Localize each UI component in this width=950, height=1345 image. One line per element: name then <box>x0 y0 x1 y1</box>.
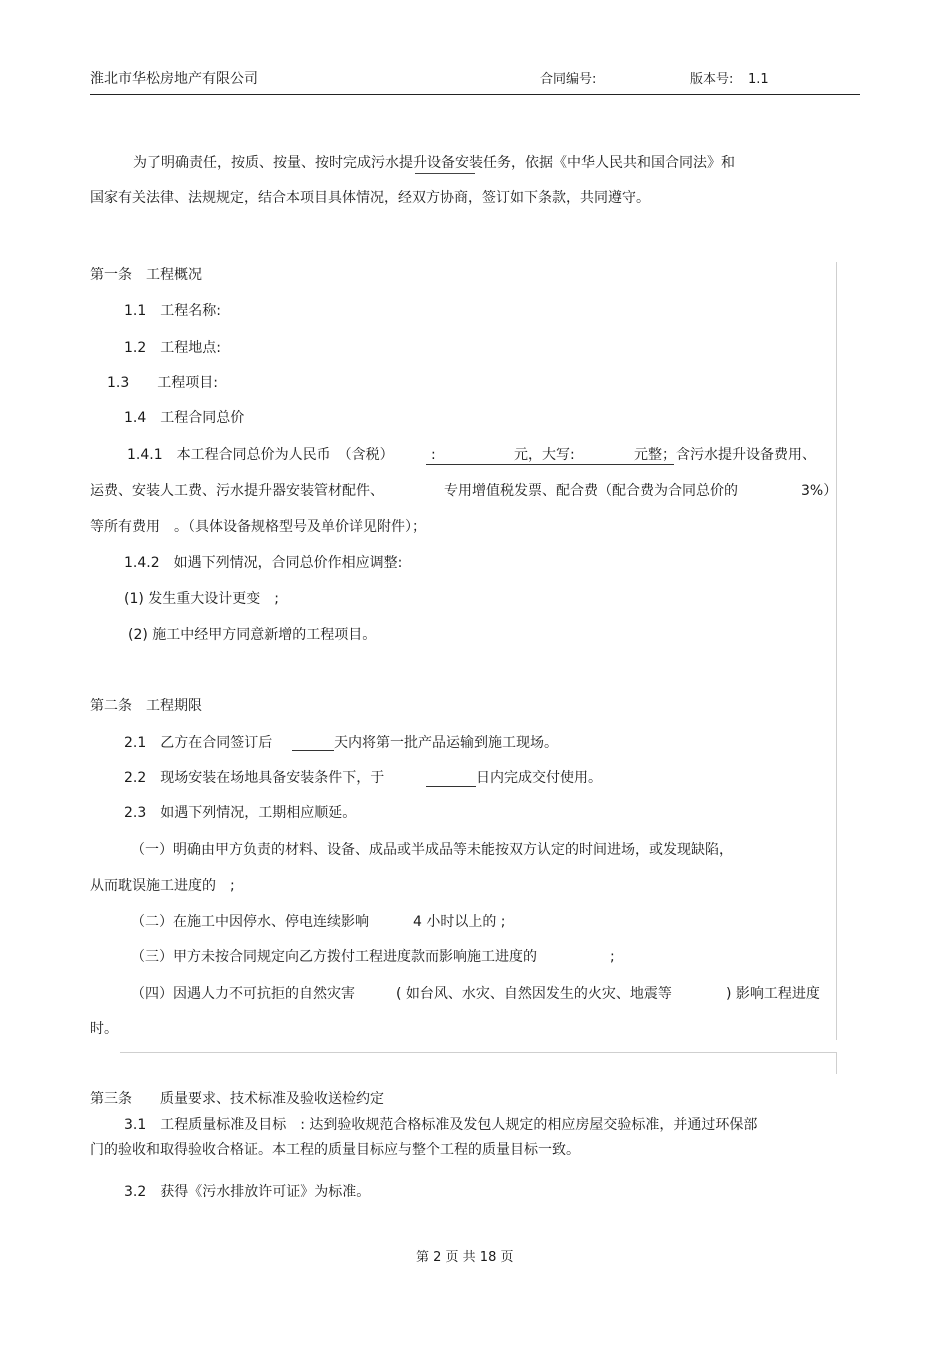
delay-case-2-a: （二）在施工中因停水、停电连续影响 <box>131 914 369 930</box>
right-margin-rule-lower <box>836 1052 837 1074</box>
version-value: 1.1 <box>748 72 769 87</box>
intro-line-2: 国家有关法律、法规规定，结合本项目具体情况，经双方协商，签订如下条款，共同遵守。 <box>90 190 650 206</box>
contract-number-label: 合同编号: <box>540 72 597 87</box>
item-2-3: 2.3 如遇下列情况，工期相应顺延。 <box>124 805 357 821</box>
delay-case-4-line2: 时。 <box>90 1021 118 1037</box>
item-2-1-a: 2.1 乙方在合同签订后 <box>124 735 273 751</box>
section-rule <box>120 1052 836 1053</box>
article-2-title: 第二条 工程期限 <box>90 698 202 714</box>
item-1-4-1-line3: 等所有费用 。（具体设备规格型号及单价详见附件）； <box>90 519 426 535</box>
total-price-blank <box>426 464 674 465</box>
condition-1: (1) 发生重大设计更变 ; <box>124 591 279 607</box>
right-margin-rule <box>836 262 837 1040</box>
delay-case-4-b: ( 如台风、水灾、自然因发生的火灾、地震等 <box>396 986 672 1002</box>
item-3-1-line1: 3.1 工程质量标准及目标 : 达到验收规范合格标准及发包人规定的相应房屋交验标准，并通过环保部 <box>124 1117 758 1133</box>
item-1-4-1-suffix: 元整；含污水提升设备费用、 <box>634 447 816 463</box>
delay-case-2-b: 4 小时以上的 ; <box>413 914 506 930</box>
item-3-1-line2: 门的验收和取得验收合格证。本工程的质量目标应与整个工程的质量目标一致。 <box>90 1142 580 1158</box>
intro-line-1: 为了明确责任，按质、按量、按时完成污水提升设备安装任务，依据《中华人民共和国合同法》和 <box>133 155 735 171</box>
article-3-title: 第三条 质量要求、技术标准及验收送检约定 <box>90 1091 384 1107</box>
item-2-2-b: 日内完成交付使用。 <box>476 770 602 786</box>
condition-2: (2) 施工中经甲方同意新增的工程项目。 <box>128 627 377 643</box>
intro-underline <box>415 173 475 174</box>
item-1-4-1-colon: : <box>431 447 436 463</box>
days-blank-2 <box>426 786 476 787</box>
item-1-4-1-yuan: 元，大写: <box>514 447 575 463</box>
header-divider <box>90 94 860 95</box>
delay-case-4-c: ) 影响工程进度 <box>726 986 820 1002</box>
item-1-4-1-line2-a: 运费、安装人工费、污水提升器安装管材配件、 <box>90 483 384 499</box>
version-label: 版本号: <box>690 72 734 87</box>
item-3-2: 3.2 获得《污水排放许可证》为标准。 <box>124 1184 371 1200</box>
delay-case-3-a: （三）甲方未按合同规定向乙方拨付工程进度款而影响施工进度的 <box>131 949 537 965</box>
item-1-1: 1.1 工程名称: <box>124 303 221 319</box>
page-number: 第 2 页 共 18 页 <box>416 1250 514 1265</box>
item-1-4-1-line2-b: 专用增值税发票、配合费（配合费为合同总价的 <box>444 483 738 499</box>
days-blank-1 <box>292 750 334 751</box>
delay-case-1-line1: （一）明确由甲方负责的材料、设备、成品或半成品等未能按双方认定的时间进场，或发现缺陷， <box>131 842 733 858</box>
item-1-3: 1.3 工程项目: <box>107 375 218 391</box>
delay-case-3-b: ; <box>610 949 615 965</box>
item-1-4: 1.4 工程合同总价 <box>124 410 245 426</box>
item-1-4-1-line2-c: 3%） <box>801 483 838 499</box>
item-2-2-a: 2.2 现场安装在场地具备安装条件下，于 <box>124 770 385 786</box>
item-1-4-1-prefix: 1.4.1 本工程合同总价为人民币 （含税） <box>127 447 394 463</box>
item-2-1-b: 天内将第一批产品运输到施工现场。 <box>334 735 558 751</box>
delay-case-1-line2: 从而耽误施工进度的 ; <box>90 878 235 894</box>
item-1-4-2: 1.4.2 如遇下列情况，合同总价作相应调整: <box>124 555 403 571</box>
delay-case-4-a: （四）因遇人力不可抗拒的自然灾害 <box>131 986 355 1002</box>
article-1-title: 第一条 工程概况 <box>90 267 202 283</box>
item-1-2: 1.2 工程地点: <box>124 340 221 356</box>
company-name: 淮北市华松房地产有限公司 <box>90 71 258 87</box>
